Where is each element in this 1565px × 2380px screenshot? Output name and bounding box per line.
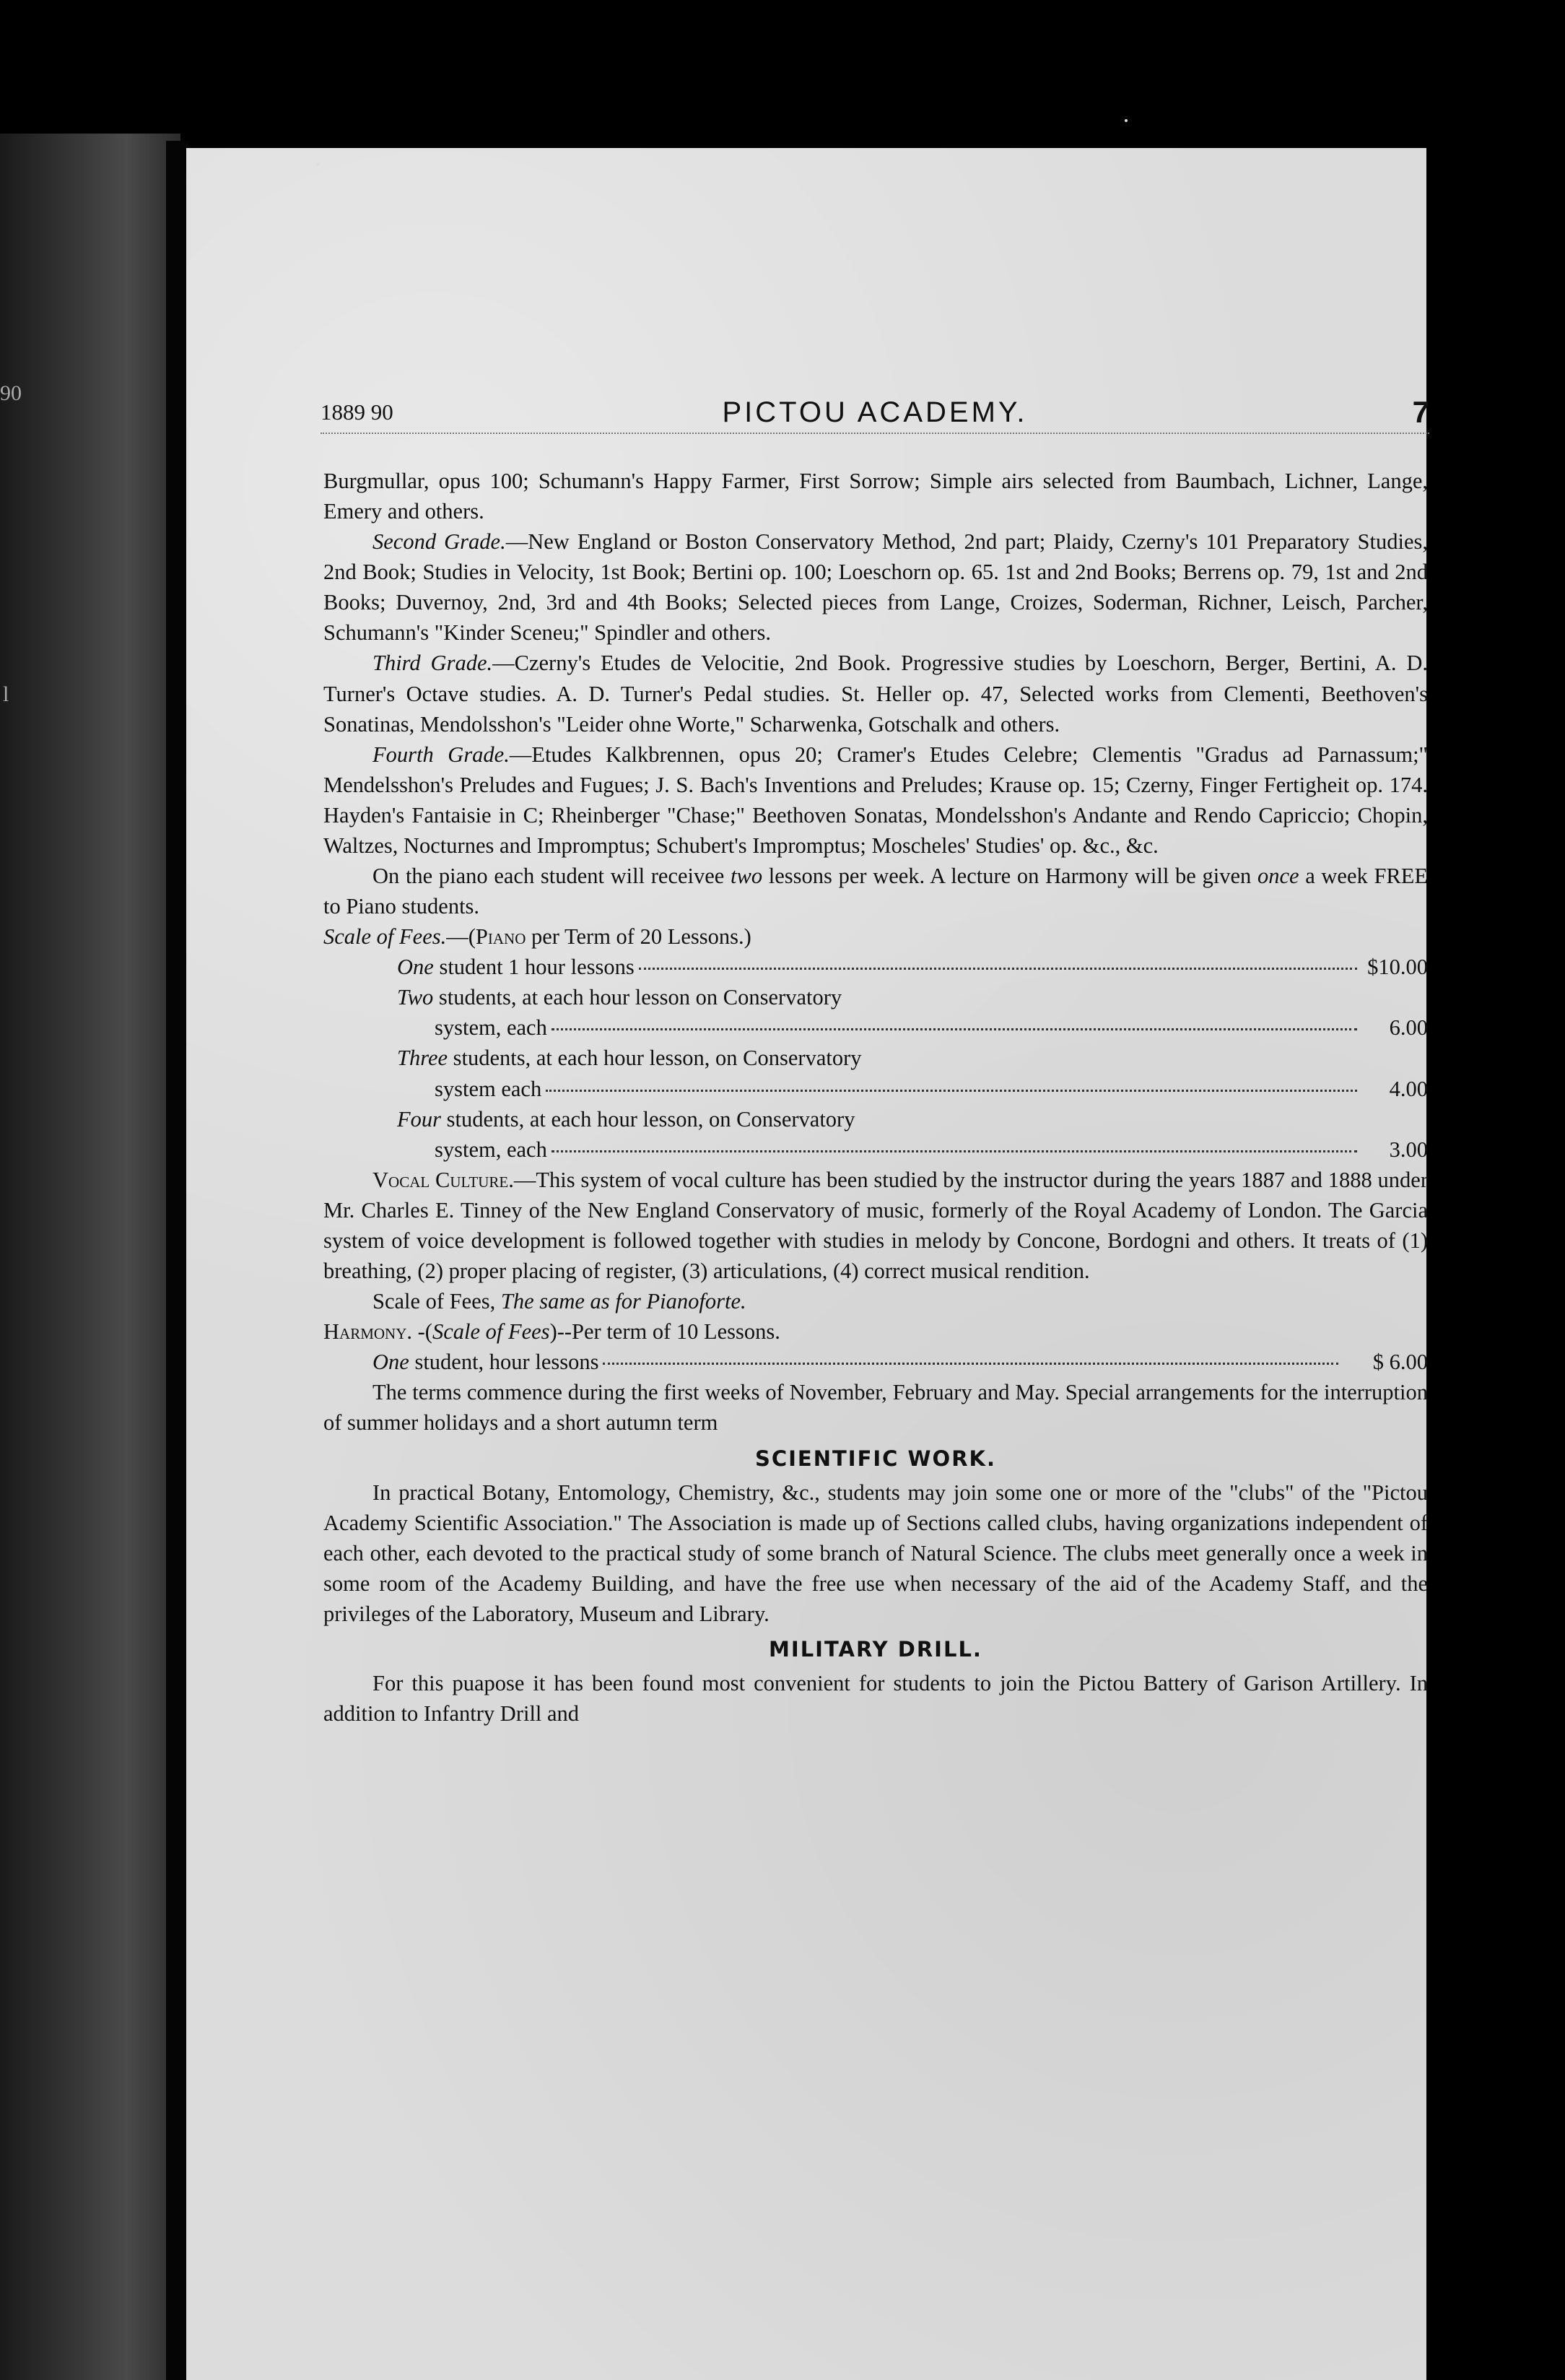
- piano-fee-table: [397, 952, 1428, 1165]
- paragraph-first-grade-continued: Burgmullar, opus 100; Schumann's Happy Farmer, First Sorrow; Simple airs selected from Baumbach, Lichner, Lange, Emery and others.: [323, 469, 1428, 524]
- scale-of-fees-piano: Piano: [475, 924, 526, 950]
- heading-military-drill: MILITARY DRILL.: [769, 1636, 982, 1662]
- scanned-page: [186, 148, 1429, 2380]
- previous-page-number: 90: [0, 381, 22, 405]
- paragraph-second-grade: [323, 526, 1428, 648]
- fee-label: system, each: [435, 1137, 547, 1162]
- fee-row: [397, 952, 1428, 982]
- piano-lessons-text: lessons per week. A lecture on Harmony will be given: [762, 864, 1257, 889]
- fee-label: system each: [435, 1076, 542, 1101]
- fee-row: [397, 982, 1428, 1012]
- paragraph-vocal-culture: [323, 1165, 1428, 1286]
- fee-row: [397, 1104, 1428, 1134]
- fee-row-continued: [397, 1012, 1428, 1043]
- scale-of-fees-text: —(: [446, 924, 476, 950]
- piano-lessons-text: On the piano each student will receivee: [372, 864, 731, 889]
- paragraph-third-grade: [323, 648, 1428, 739]
- fourth-grade-label: Fourth Grade.: [372, 742, 510, 767]
- fourth-grade-text: —Etudes Kalkbrennen, opus 20; Cramer's Etudes Celebre; Clementis "Gradus ad Parnassum;" Mendelsshon's Preludes and Fugues; J. S. Bach's Inventions and Preludes; Krause op. 15; Czerny, Finger Fertigheit op. 174. Hayden's Fantaisie in C; Rheinberger "Chase;" Beethoven Sonatas, Mondelsshon's Andante and Rendo Capriccio; Chopin, Waltzes, Nocturnes and Impromptus; Schubert's Impromptus; Moscheles' Studies' op. &c., &c.: [323, 742, 1428, 858]
- dot-leader: [552, 1028, 1357, 1030]
- page-header: [321, 395, 1429, 434]
- third-grade-text: —Czerny's Etudes de Velocitie, 2nd Book. Progressive studies by Loeschorn, Berger, Bertini, A. D. Turner's Octave studies. A. D. Turner's Pedal studies. St. Heller op. 47, Selected works from Clementi, Beethoven's Sonatinas, Mendolsshon's "Leider ohne Worte," Scharwenka, Gotschalk and others.: [323, 651, 1428, 737]
- harmony-italic: Scale of Fees: [432, 1319, 550, 1345]
- fee-description: students, at each hour lesson on Conservatory: [433, 985, 842, 1010]
- piano-lessons-free: FREE: [1374, 864, 1429, 889]
- piano-lessons-once: once: [1257, 864, 1299, 889]
- fee-amount: 6.00: [1389, 1015, 1428, 1041]
- harmony-text: -(: [412, 1319, 432, 1345]
- third-grade-label: Third Grade.: [372, 651, 493, 676]
- fee-row-continued: [397, 1074, 1428, 1104]
- harmony-text: )--Per term of 10 Lessons.: [549, 1319, 780, 1345]
- fee-row: [397, 1043, 1428, 1073]
- fee-amount: $ 6.00: [1372, 1350, 1428, 1375]
- second-grade-text: —New England or Boston Conservatory Method, 2nd part; Plaidy, Czerny's 101 Preparatory Studies, 2nd Book; Studies in Velocity, 1st Book; Bertini op. 100; Loeschorn op. 65. 1st and 2nd Books; Berrens op. 79, 1st and 2nd Books; Duvernoy, 2nd, 3rd and 4th Books; Selected pieces from Lange, Croizes, Soderman, Richner, Leisch, Parcher, Schumann's "Kinder Sceneu;" Spindler and others.: [323, 529, 1428, 646]
- scale-of-fees-text: per Term of 20 Lessons.): [526, 924, 751, 950]
- fee-description: students, at each hour lesson, on Conservatory: [448, 1046, 862, 1071]
- dot-leader: [603, 1363, 1338, 1365]
- fee-count: Four: [397, 1106, 441, 1132]
- dot-leader: [546, 1090, 1357, 1092]
- piano-lessons-two: two: [731, 864, 763, 889]
- dot-leader: [552, 1150, 1357, 1152]
- vocal-fees-line: [323, 1286, 1428, 1316]
- fee-amount: 3.00: [1389, 1137, 1428, 1162]
- fee-count: One: [372, 1350, 409, 1375]
- fee-description: students, at each hour lesson, on Conservatory: [441, 1106, 855, 1132]
- paragraph-fourth-grade: [323, 739, 1428, 861]
- fee-count: Three: [397, 1046, 448, 1071]
- scale-of-fees-line: [323, 921, 1428, 952]
- paragraph-scientific-work: In practical Botany, Entomology, Chemistry, &c., students may join some one or more of the "clubs" of the "Pictou Academy Scientific Association." The Association is made up of Sections called clubs, having organizations independent of each other, each devoted to the practical study of some branch of Natural Science. The clubs meet generally once a week in some room of the Academy Building, and have the free use when necessary of the aid of the Academy Staff, and the privileges of the Laboratory, Museum and Library.: [323, 1480, 1428, 1626]
- page-number: 7: [1412, 395, 1429, 429]
- piano-lessons-text: a week: [1299, 864, 1374, 889]
- header-title: PICTOU ACADEMY.: [722, 396, 1028, 428]
- harmony-line: [323, 1316, 1428, 1347]
- fee-row-continued: [397, 1134, 1428, 1165]
- scale-of-fees-label: Scale of Fees.: [323, 924, 447, 950]
- fee-label: [397, 952, 635, 982]
- fee-count: One: [397, 955, 434, 980]
- fee-amount: 4.00: [1389, 1076, 1428, 1101]
- fee-amount: $10.00: [1367, 955, 1428, 980]
- page-speck: [1125, 119, 1128, 122]
- harmony-label: Harmony.: [323, 1319, 412, 1345]
- header-years: 1889 90: [321, 399, 393, 425]
- paragraph-piano-lessons: [323, 861, 1428, 921]
- vocal-culture-text: —This system of vocal culture has been studied by the instructor during the years 1887 and 1888 under Mr. Charles E. Tinney of the New England Conservatory of music, formerly of the Royal Academy of London. The Garcia system of voice development is followed together with studies in melody by Concone, Bordogni and others. It treats of (1) breathing, (2) proper placing of register, (3) articulations, (4) correct musical rendition.: [323, 1167, 1428, 1284]
- vocal-culture-label: Vocal Culture.: [372, 1167, 514, 1192]
- heading-scientific-work: SCIENTIFIC WORK.: [754, 1446, 997, 1471]
- fee-description: student, hour lessons: [409, 1350, 599, 1375]
- piano-lessons-text: to Piano students.: [323, 894, 480, 919]
- vocal-fees-text: Scale of Fees,: [372, 1289, 501, 1314]
- harmony-fee-row: [323, 1347, 1428, 1377]
- dot-leader: [639, 968, 1357, 970]
- page-body: [323, 466, 1428, 1729]
- fee-count: Two: [397, 985, 434, 1010]
- fee-label: [372, 1347, 598, 1377]
- second-grade-label: Second Grade.: [372, 529, 506, 555]
- page-speck: [316, 162, 320, 166]
- previous-page-mark: l: [3, 682, 9, 706]
- previous-page-edge: [0, 134, 180, 2380]
- paragraph-military-drill: For this puapose it has been found most convenient for students to join the Pictou Battery of Garison Artillery. In addition to Infantry Drill and: [323, 1670, 1428, 1726]
- paragraph-terms: The terms commence during the first weeks of November, February and May. Special arrangements for the interruption of summer holidays and a short autumn term: [323, 1380, 1428, 1436]
- fee-label: system, each: [435, 1015, 547, 1041]
- vocal-fees-italic: The same as for Pianoforte.: [500, 1289, 746, 1314]
- fee-description: student 1 hour lessons: [433, 955, 635, 980]
